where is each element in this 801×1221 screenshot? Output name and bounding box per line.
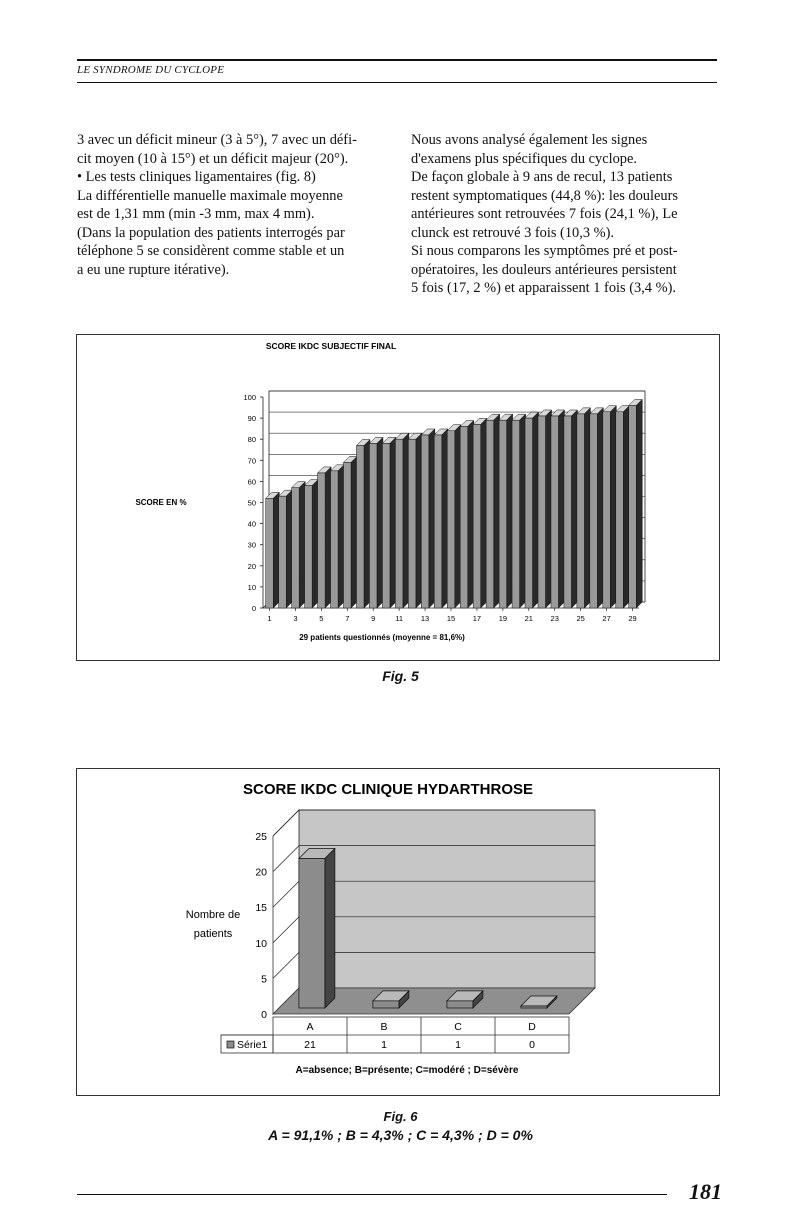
fig5-bar-face [460, 427, 468, 608]
fig6-legend-series-name: Série1 [237, 1039, 268, 1051]
right-column [411, 131, 718, 298]
fig5-bar [331, 465, 345, 608]
fig5-bar-face [603, 412, 611, 608]
fig6-table-value: 0 [529, 1039, 535, 1051]
fig5-bar-side [558, 410, 564, 608]
fig6-category-label: B [380, 1021, 388, 1033]
text-line: cit moyen (10 à 15°) et un déficit majeur (20°). [77, 150, 349, 167]
fig5-bar [473, 418, 487, 608]
fig5-xtick-label: 25 [576, 614, 585, 623]
fig5-bar-side [584, 408, 590, 608]
fig5-bar [499, 414, 513, 608]
fig5-xlabel: 29 patients questionnés (moyenne = 81,6%) [299, 633, 465, 642]
fig5-bar-side [390, 437, 396, 608]
fig5-bar-side [364, 440, 370, 608]
fig5-bar-side [312, 480, 318, 608]
fig6-ytick-label: 25 [255, 831, 267, 843]
fig5-ytick-label: 0 [251, 604, 256, 613]
fig5-ytick-label: 80 [247, 435, 256, 445]
text-line: a eu une rupture itérative). [77, 261, 230, 278]
fig5-ylabel: SCORE EN % [135, 498, 187, 507]
fig5-bar-face [499, 420, 507, 608]
fig5-bar [538, 410, 552, 608]
fig5-bar-side [338, 465, 344, 608]
left-column [77, 131, 387, 279]
fig5-bar-face [486, 420, 494, 608]
fig5-ytick-label: 60 [247, 477, 256, 487]
fig5-bar-side [377, 437, 383, 608]
header-top-rule [77, 59, 717, 61]
fig5-ytick-label: 40 [247, 519, 256, 529]
fig5-bar-side [533, 412, 539, 608]
fig5-bar-face [421, 435, 429, 608]
fig5-bar [551, 410, 565, 608]
text-line: Si nous comparons les symptômes pré et post- [411, 243, 678, 259]
fig5-bar-side [546, 410, 552, 608]
text-line: restent symptomatiques (44,8 %): les douleurs [411, 187, 678, 204]
fig6-ytick-label: 20 [255, 866, 267, 879]
fig5-bar-face [344, 462, 352, 608]
fig5-ytick-label: 10 [247, 582, 256, 592]
fig6-category-label: A [306, 1021, 314, 1033]
fig5-bar-side [299, 482, 305, 608]
fig6-ylabel [186, 909, 240, 940]
fig5-bar [369, 437, 383, 608]
fig5-xtick-label: 1 [267, 614, 272, 623]
fig5-bar [266, 492, 280, 608]
fig5-bar-face [473, 424, 481, 608]
fig5-ytick-label: 90 [247, 414, 256, 424]
fig5-bar-side [520, 414, 526, 608]
fig5-bar [434, 429, 448, 608]
fig5-bar [421, 429, 435, 608]
fig5-bar-side [610, 406, 616, 608]
fig5-bar-face [382, 443, 390, 608]
fig6-table-value: 1 [455, 1039, 461, 1051]
text-line: Nous avons analysé également les signes [411, 132, 648, 148]
fig5-bar [395, 433, 409, 608]
fig6-subcaption: A = 91,1% ; B = 4,3% ; C = 4,3% ; D = 0% [268, 1127, 533, 1143]
fig5-chart [77, 335, 719, 660]
fig5-bar [590, 408, 604, 608]
fig5-bar-side [286, 490, 292, 608]
fig5-bar-side [403, 433, 409, 608]
fig6-bar-face [373, 1001, 399, 1008]
fig6-bar-side [325, 848, 335, 1008]
fig5-caption: Fig. 5 [382, 668, 419, 684]
fig5-ytick-label: 50 [247, 498, 256, 508]
fig5-bar-face [538, 416, 546, 608]
fig6-bar-face [447, 1001, 473, 1008]
fig5-bar-face [305, 486, 313, 608]
figure-5-frame [76, 334, 720, 661]
fig5-bar [603, 406, 617, 608]
fig6-ylabel-line: patients [193, 928, 233, 940]
fig5-bar-face [331, 471, 339, 608]
fig5-bar [356, 440, 370, 608]
fig5-bar-face [551, 416, 559, 608]
fig6-back-wall [299, 810, 595, 988]
text-line: est de 1,31 mm (min -3 mm, max 4 mm). [77, 206, 315, 222]
fig5-bar-side [455, 425, 461, 608]
fig6-xlabel: A=absence; B=présente; C=modéré ; D=sévère [295, 1065, 519, 1076]
fig5-bar-side [494, 414, 500, 608]
running-title: LE SYNDROME DU CYCLOPE [77, 64, 225, 76]
fig5-bar-side [636, 399, 642, 608]
fig5-bar-face [512, 420, 520, 608]
fig5-bar-side [416, 433, 422, 608]
text-line: clunck est retrouvé 3 fois (10,3 %). [411, 224, 615, 241]
fig5-bar-side [623, 406, 629, 608]
fig6-table-value: 21 [304, 1039, 316, 1051]
fig6-legend-swatch [227, 1041, 234, 1048]
figure-6-frame [76, 768, 720, 1096]
fig6-ytick-label: 10 [255, 937, 267, 950]
fig5-bar-face [266, 498, 274, 608]
page-number: 181 [689, 1179, 722, 1204]
text-line: • Les tests cliniques ligamentaires (fig. 8) [77, 169, 316, 185]
fig6-ytick-label: 5 [261, 973, 267, 986]
fig6-ytick-label: 0 [261, 1009, 267, 1021]
fig6-title: SCORE IKDC CLINIQUE HYDARTHROSE [242, 781, 534, 798]
fig5-bar [279, 490, 293, 608]
text-line: antérieures sont retrouvées 7 fois (24,1 %), Le [411, 206, 678, 222]
fig5-xtick-label: 21 [524, 614, 533, 623]
fig5-xtick-label: 17 [472, 614, 482, 623]
text-line: 5 fois (17, 2 %) et apparaissent 1 fois (3,4 %). [411, 280, 676, 296]
text-line: La différentielle manuelle maximale moyenne [77, 187, 343, 204]
fig5-bar-face [434, 435, 442, 608]
fig5-xtick-label: 11 [395, 614, 404, 623]
fig6-ytick-label: 15 [255, 902, 267, 915]
fig5-bar-face [369, 443, 377, 608]
fig6-category-label: D [528, 1021, 536, 1033]
fig5-bar-side [325, 467, 331, 608]
fig5-bar-side [351, 456, 357, 608]
fig5-bar [525, 412, 539, 608]
fig5-bar [408, 433, 422, 608]
fig5-title: SCORE IKDC SUBJECTIF FINAL [265, 341, 397, 351]
fig5-xtick-label: 27 [602, 614, 611, 623]
fig5-bar-face [616, 412, 624, 608]
fig5-bar-face [525, 418, 533, 608]
fig5-bar [564, 410, 578, 608]
fig5-bar-side [442, 429, 448, 608]
fig6-bar-face [521, 1006, 547, 1008]
fig6-side-wall [273, 810, 299, 1014]
fig5-bar-face [590, 414, 598, 608]
footer-rule [77, 1194, 667, 1195]
fig5-bar-face [564, 416, 572, 608]
fig5-bar [382, 437, 396, 608]
fig5-bar-face [577, 414, 585, 608]
fig5-bar-side [507, 414, 513, 608]
fig5-bar-side [571, 410, 577, 608]
fig5-bar-face [408, 439, 416, 608]
header-bottom-rule [77, 82, 717, 83]
fig5-ytick-label: 30 [247, 540, 256, 550]
text-line: De façon globale à 9 ans de recul, 13 patients [411, 169, 673, 185]
text-line: (Dans la population des patients interrogés par [77, 224, 345, 241]
fig5-xtick-label: 13 [420, 614, 430, 623]
fig5-bar [318, 467, 332, 608]
fig5-bar-side [429, 429, 435, 608]
text-line: 3 avec un déficit mineur (3 à 5°), 7 avec un défi- [77, 132, 357, 148]
fig6-category-label: C [454, 1021, 462, 1033]
fig5-bar [616, 406, 630, 608]
fig6-caption: Fig. 6 [383, 1109, 418, 1124]
fig5-bar-face [447, 431, 455, 608]
fig5-bar [305, 480, 319, 608]
fig6-ylabel-line: Nombre de [185, 909, 241, 921]
fig6-bar-face [299, 858, 325, 1008]
fig5-xtick-label: 15 [446, 614, 456, 623]
fig6-table-value: 1 [381, 1039, 387, 1051]
fig5-bar-face [629, 405, 637, 608]
fig5-xtick-label: 29 [628, 614, 637, 623]
fig5-bar-face [292, 488, 300, 608]
fig5-bar-face [356, 446, 364, 608]
fig5-bar-side [481, 418, 487, 608]
fig5-bar-side [273, 492, 279, 608]
fig5-xtick-label: 3 [293, 614, 298, 623]
fig5-bar [460, 421, 474, 608]
fig5-bar-side [468, 421, 474, 608]
fig5-bar [292, 482, 306, 608]
fig5-bar [629, 399, 643, 608]
text-line: opératoires, les douleurs antérieures persistent [411, 261, 677, 278]
fig5-bar [447, 425, 461, 608]
fig5-bar-face [318, 473, 326, 608]
fig5-bar-face [395, 439, 403, 608]
fig5-ytick-label: 20 [247, 561, 256, 571]
fig5-ytick-label: 70 [247, 456, 256, 466]
text-line: téléphone 5 se considèrent comme stable et un [77, 243, 345, 259]
fig5-xtick-label: 7 [345, 614, 350, 623]
fig5-xtick-label: 9 [371, 614, 376, 623]
fig5-xtick-label: 23 [550, 614, 559, 623]
fig5-bar [486, 414, 500, 608]
fig6-bar [299, 848, 335, 1008]
text-line: d'examens plus spécifiques du cyclope. [411, 150, 637, 167]
fig5-ytick-label: 100 [243, 393, 256, 402]
fig5-bar-face [279, 496, 287, 608]
fig6-chart [77, 769, 719, 1095]
fig5-bar [512, 414, 526, 608]
fig5-xtick-label: 19 [498, 614, 508, 623]
fig5-xtick-label: 5 [319, 614, 324, 623]
fig5-bar [577, 408, 591, 608]
fig5-bar-side [597, 408, 603, 608]
fig5-bar [344, 456, 358, 608]
